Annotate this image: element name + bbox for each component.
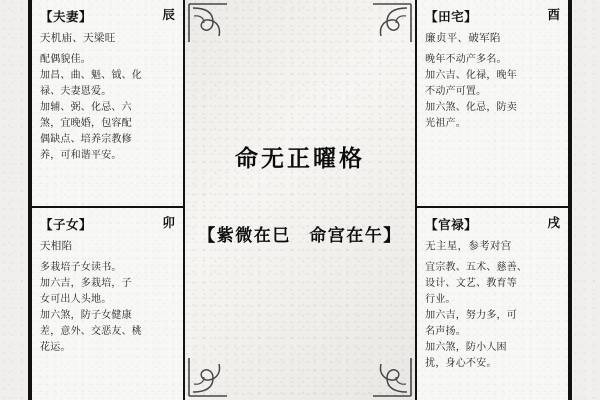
- palace-stars-career: 无主星，参考对宫: [425, 240, 512, 252]
- palace-line: 加六吉，多栽培，子: [40, 278, 132, 290]
- chart-column-right: [415, 0, 568, 400]
- palace-title-children: 【子女】: [40, 217, 93, 232]
- palace-branch-children: 卯: [162, 215, 175, 230]
- palace-line: 煞，宜晚婚，包容配: [40, 118, 132, 130]
- chart-pattern-title: 命无正曜格: [234, 146, 365, 172]
- palace-body-children: [40, 260, 175, 355]
- chart-column-center: [185, 0, 415, 400]
- palace-line: 禄、夫妻恩爱。: [40, 86, 112, 98]
- palace-line: 多栽培子女读书。: [40, 262, 122, 274]
- palace-line: 差，意外、交恶友、桃: [40, 326, 142, 338]
- palace-cell-property[interactable]: [417, 0, 568, 208]
- palace-title-career: 【官禄】: [425, 217, 478, 232]
- palace-line: 加六吉、化禄，晚年: [425, 70, 517, 82]
- palace-branch-career: 戌: [547, 215, 560, 230]
- scroll-ornament-icon: [187, 354, 231, 398]
- palace-branch-spouse: 辰: [162, 7, 175, 22]
- palace-cell-career[interactable]: [417, 208, 568, 400]
- chart-column-left: [32, 0, 185, 400]
- palace-line: 光祖产。: [425, 118, 466, 130]
- palace-line: 名声扬。: [425, 326, 466, 338]
- palace-branch-property: 酉: [547, 7, 560, 22]
- palace-line: 花运。: [40, 342, 71, 354]
- ziwei-chart: [28, 0, 572, 400]
- palace-line: 养，可和谐平安。: [40, 150, 122, 162]
- palace-body-career: [425, 260, 560, 371]
- palace-line: 加昌、曲、魁、钺、化: [40, 70, 142, 82]
- palace-line: 偶缺点、培养宗教修: [40, 134, 132, 146]
- palace-body-property: [425, 52, 560, 131]
- palace-line: 晚年不动产多名。: [425, 54, 507, 66]
- palace-title-spouse: 【夫妻】: [40, 9, 93, 24]
- palace-line: 扰，身心不安。: [425, 358, 497, 370]
- palace-cell-spouse[interactable]: [32, 0, 183, 208]
- scroll-ornament-icon: [369, 354, 413, 398]
- palace-line: 加六煞、化忌，防卖: [425, 102, 517, 114]
- palace-line: 宜宗教、五术、慈善、: [425, 262, 528, 274]
- page-margin-left: [0, 0, 28, 400]
- palace-line: 配偶貌佳。: [40, 54, 91, 66]
- palace-stars-children: 天相陷: [40, 240, 73, 252]
- palace-line: 加六煞，防小人困: [425, 342, 507, 354]
- scroll-ornament-icon: [369, 2, 413, 46]
- palace-title-property: 【田宅】: [425, 9, 478, 24]
- palace-body-spouse: [40, 52, 175, 163]
- palace-stars-spouse: 天机庙、天梁旺: [40, 32, 116, 44]
- palace-line: 行业。: [425, 294, 456, 306]
- chart-pattern-subtitle: 【紫微在巳 命宫在午】: [198, 226, 402, 246]
- palace-cell-children[interactable]: [32, 208, 183, 400]
- palace-line: 加六煞，防子女健康: [40, 310, 132, 322]
- center-panel: [185, 0, 415, 400]
- palace-line: 设计、文艺、教育等: [425, 278, 517, 290]
- palace-line: 女可出人头地。: [40, 294, 112, 306]
- palace-line: 加六吉，努力多，可: [425, 310, 517, 322]
- palace-stars-property: 廉贞平、破军陷: [425, 32, 501, 44]
- palace-line: 不动产可置。: [425, 86, 487, 98]
- palace-line: 加辅、弼、化忌、六: [40, 102, 132, 114]
- scroll-ornament-icon: [187, 2, 231, 46]
- page-margin-right: [572, 0, 600, 400]
